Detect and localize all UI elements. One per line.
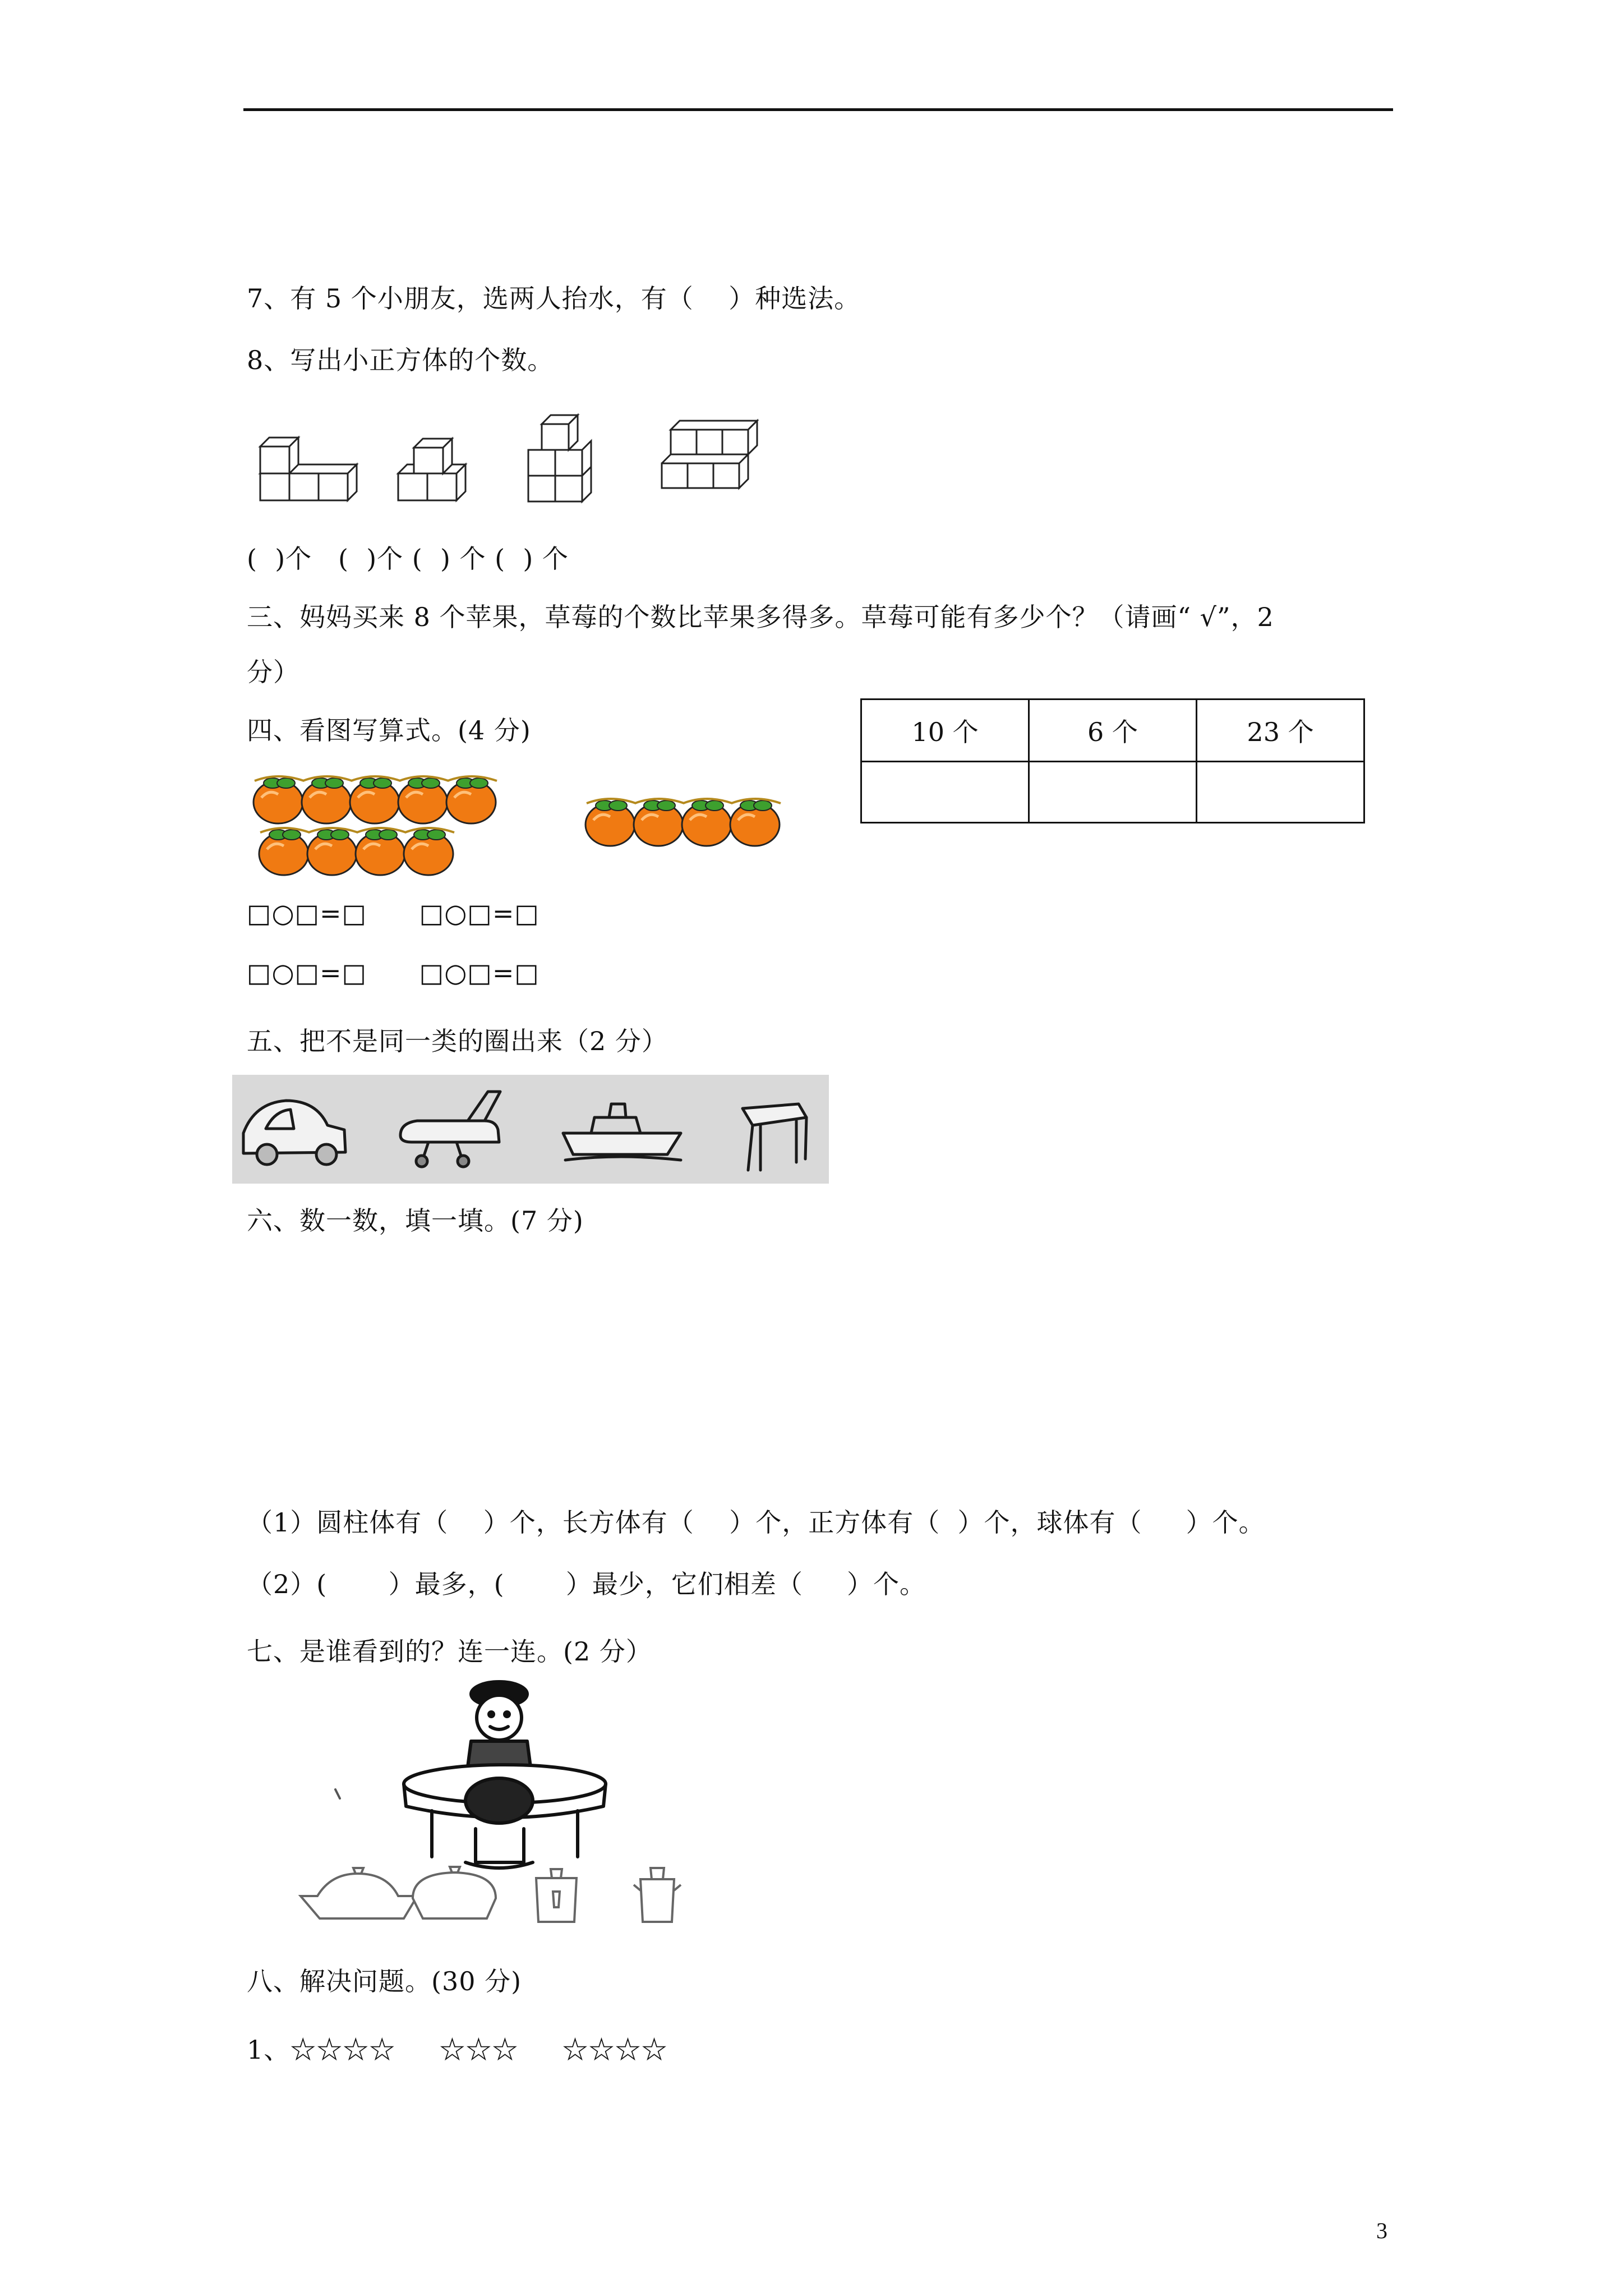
cube-figure-4	[662, 421, 757, 488]
section-8-question-1: 1、☆☆☆☆ ☆☆☆ ☆☆☆☆	[247, 2035, 668, 2065]
strawberry-choice-table	[860, 698, 1365, 823]
section-3-line-2: 分）	[247, 657, 299, 687]
cube-figure-2	[398, 439, 465, 500]
section-3-line-1: 三、妈妈买来 8 个苹果，草莓的个数比苹果多得多。草莓可能有多少个？（请画“ √”，2	[247, 602, 1274, 632]
fruit-illustration	[252, 769, 813, 892]
girl-icon	[465, 1778, 533, 1868]
equation-row-2: □○□=□ □○□=□	[247, 958, 540, 988]
section-5-title: 五、把不是同一类的圈出来（2 分）	[247, 1026, 668, 1056]
option-cell: 23 个	[1197, 700, 1364, 762]
option-cell: 6 个	[1029, 700, 1197, 762]
check-cell[interactable]	[861, 762, 1029, 823]
section-6-question-1: （1）圆柱体有（ ）个，长方体有（ ）个，正方体有（ ）个，球体有（ ）个。	[247, 1507, 1265, 1538]
cube-figure-3	[528, 415, 591, 501]
fruit-group-right	[585, 799, 781, 846]
cube-count-blanks: ( )个 ( )个 ( ) 个 ( ) 个	[247, 544, 569, 574]
question-7: 7、有 5 个小朋友，选两人抬水，有（ ）种选法。	[247, 283, 861, 314]
section-8-title: 八、解决问题。(30 分)	[247, 1966, 522, 1996]
teapot-view-3	[536, 1869, 577, 1922]
cube-figure-1	[260, 438, 357, 500]
question-8: 8、写出小正方体的个数。	[247, 345, 554, 375]
teapot-view-4	[634, 1868, 681, 1922]
check-cell[interactable]	[1197, 762, 1364, 823]
observer-picture	[297, 1672, 735, 1941]
teapot-view-2	[413, 1867, 496, 1918]
cube-figures	[247, 415, 785, 510]
section-6-title: 六、数一数，填一填。(7 分)	[247, 1205, 584, 1236]
odd-one-out-picture	[232, 1075, 829, 1184]
equation-row-1: □○□=□ □○□=□	[247, 898, 540, 928]
page-number: 3	[1376, 2218, 1387, 2243]
option-cell: 10 个	[861, 700, 1029, 762]
section-4-title: 四、看图写算式。(4 分)	[247, 715, 531, 746]
check-cell[interactable]	[1029, 762, 1197, 823]
header-rule	[243, 108, 1393, 111]
teapot-view-1	[301, 1868, 417, 1918]
section-6-question-2: （2）( ）最多，( ）最少，它们相差（ ）个。	[247, 1569, 926, 1599]
fruit-group-left	[253, 776, 497, 875]
section-7-title: 七、是谁看到的？连一连。(2 分）	[247, 1636, 652, 1667]
